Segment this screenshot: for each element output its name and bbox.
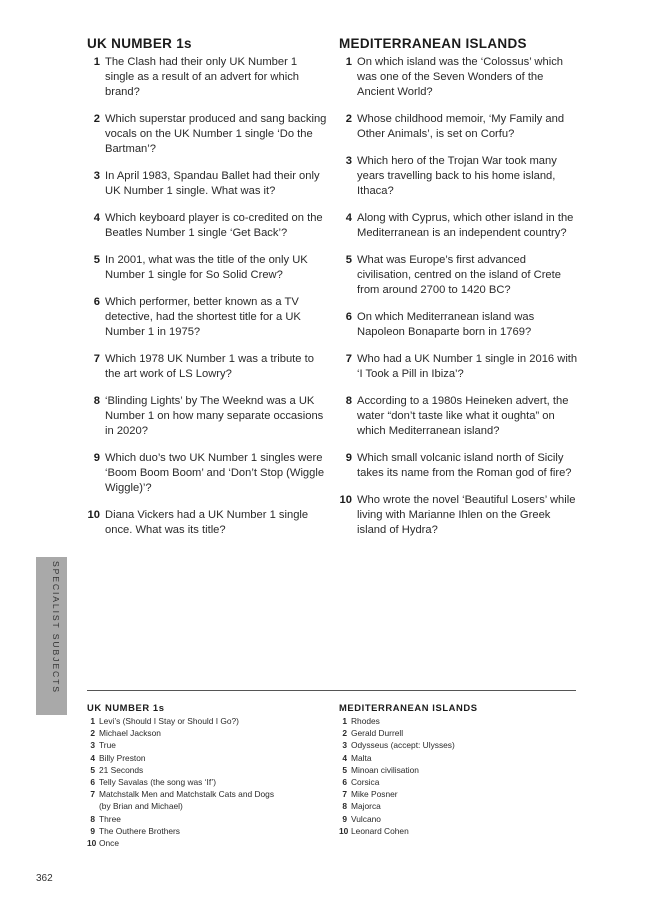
answer-item	[87, 715, 327, 727]
answer-item	[87, 739, 327, 751]
question-number: 9	[93, 452, 100, 464]
question-number: 2	[345, 113, 352, 125]
questions-uk-number-1s	[87, 36, 327, 550]
answer-item	[339, 800, 579, 812]
answer-number: 1	[90, 716, 95, 726]
question-text: Which 1978 UK Number 1 was a tribute to the art work of LS Lowry?	[105, 353, 314, 380]
answer-number: 6	[90, 777, 95, 788]
question-number: 1	[93, 56, 100, 68]
question-item	[87, 55, 327, 100]
question-item	[339, 352, 579, 382]
question-text: Along with Cyprus, which other island in the Mediterranean is an independent country?	[357, 212, 574, 239]
answer-item	[87, 752, 327, 764]
question-number: 5	[345, 254, 352, 266]
answer-item	[339, 752, 579, 764]
question-item	[339, 154, 579, 199]
answer-item	[339, 788, 579, 800]
question-number: 1	[345, 56, 352, 68]
question-text: Who had a UK Number 1 single in 2016 with ‘I Took a Pill in Ibiza’?	[357, 353, 578, 380]
side-tab-specialist-subjects	[36, 557, 67, 715]
question-text: Which keyboard player is co-credited on the Beatles Number 1 single ‘Get Back’?	[105, 212, 323, 239]
question-number: 6	[345, 311, 352, 323]
answer-item	[87, 788, 327, 812]
answer-text: Matchstalk Men and Matchstalk Cats and Dogs	[99, 789, 275, 800]
answer-text: Minoan civilisation	[351, 764, 419, 775]
answer-number: 10	[87, 838, 97, 849]
answer-number: 7	[90, 789, 95, 800]
answer-item	[87, 776, 327, 788]
answer-text: Levi’s (Should I Stay or Should I Go?)	[99, 716, 239, 726]
question-item	[339, 253, 579, 298]
question-number: 10	[87, 509, 100, 521]
question-item	[87, 352, 327, 382]
answer-text: Michael Jackson	[99, 728, 161, 739]
question-number: 8	[93, 395, 100, 407]
answers-title-mediterranean-islands: MEDITERRANEAN ISLANDS	[339, 702, 478, 713]
answer-item	[339, 825, 579, 837]
question-item	[87, 112, 327, 157]
answer-text: True	[99, 740, 116, 751]
answer-text: Rhodes	[351, 716, 380, 726]
answer-text: Leonard Cohen	[351, 825, 409, 836]
question-text: Which small volcanic island north of Sicily takes its name from the Roman god of fire?	[357, 452, 572, 479]
answer-text: Once	[99, 838, 120, 849]
question-text: The Clash had their only UK Number 1 single as a result of an advert for which brand?	[105, 56, 300, 98]
questions-mediterranean-islands	[339, 36, 579, 550]
question-text: What was Europe’s first advanced civilisation, centred on the island of Crete from around 2700 to 1420 BC?	[357, 254, 561, 296]
answer-item	[87, 837, 327, 849]
question-text: Which superstar produced and sang backing vocals on the UK Number 1 single ‘Do the Bartman’?	[105, 113, 327, 155]
question-item	[339, 493, 579, 538]
page-number: 362	[36, 873, 53, 884]
question-number: 8	[345, 395, 352, 407]
answer-number: 3	[342, 740, 347, 751]
answer-text: Corsica	[351, 777, 380, 788]
question-text: On which island was the ‘Colossus’ which was one of the Seven Wonders of the Ancient World?	[357, 56, 564, 98]
question-item	[339, 310, 579, 340]
question-number: 2	[93, 113, 100, 125]
question-number: 7	[345, 353, 352, 365]
section-title-uk-number-1s: UK NUMBER 1s	[87, 36, 192, 51]
answer-number: 5	[342, 764, 347, 775]
answer-text: Majorca	[351, 801, 381, 812]
answer-text: Gerald Durrell	[351, 728, 404, 739]
question-item	[339, 211, 579, 241]
question-number: 10	[339, 494, 352, 506]
question-text: In 2001, what was the title of the only UK Number 1 single for So Solid Crew?	[105, 254, 308, 281]
question-text: ‘Blinding Lights’ by The Weeknd was a UK Number 1 on how many separate occasions in 2020?	[105, 395, 324, 437]
answer-number: 3	[90, 740, 95, 751]
answers-title-uk-number-1s: UK NUMBER 1s	[87, 702, 165, 713]
question-number: 4	[93, 212, 100, 224]
question-text: Diana Vickers had a UK Number 1 single once. What was its title?	[105, 509, 309, 536]
question-item	[339, 451, 579, 481]
answer-number: 7	[342, 789, 347, 800]
answer-text: Three	[99, 813, 121, 824]
answer-item	[87, 727, 327, 739]
question-number: 7	[93, 353, 100, 365]
question-number: 3	[345, 155, 352, 167]
question-item	[87, 253, 327, 283]
answer-text: 21 Seconds	[99, 764, 144, 775]
question-text: On which Mediterranean island was Napoleon Bonaparte born in 1769?	[357, 311, 535, 338]
answer-number: 5	[90, 764, 95, 775]
question-text: In April 1983, Spandau Ballet had their only UK Number 1 single. What was it?	[105, 170, 320, 197]
question-text: Whose childhood memoir, ‘My Family and Other Animals’, is set on Corfu?	[357, 113, 565, 140]
answer-item	[87, 825, 327, 837]
answer-item	[87, 764, 327, 776]
question-item	[87, 169, 327, 199]
question-number: 3	[93, 170, 100, 182]
question-item	[339, 394, 579, 439]
question-item	[87, 451, 327, 496]
question-item	[339, 112, 579, 142]
question-item	[87, 394, 327, 439]
answer-item	[339, 776, 579, 788]
question-number: 9	[345, 452, 352, 464]
answer-text: The Outhere Brothers	[99, 825, 180, 836]
answer-subtext: (by Brian and Michael)	[99, 801, 183, 812]
answer-number: 1	[342, 716, 347, 726]
answer-item	[339, 715, 579, 727]
answer-text: Malta	[351, 752, 372, 763]
question-text: According to a 1980s Heineken advert, the water “don’t taste like what it oughta” on which Mediterranean island?	[357, 395, 569, 437]
answer-number: 2	[342, 728, 347, 739]
question-text: Who wrote the novel ‘Beautiful Losers’ while living with Marianne Ihlen on the Greek island of Hydra?	[357, 494, 576, 536]
question-item	[339, 55, 579, 100]
answer-text: Mike Posner	[351, 789, 398, 800]
answer-item	[339, 727, 579, 739]
section-title-mediterranean-islands: MEDITERRANEAN ISLANDS	[339, 36, 527, 51]
side-tab-label: SPECIALIST SUBJECTS	[51, 561, 61, 694]
question-number: 4	[345, 212, 352, 224]
answer-number: 6	[342, 777, 347, 788]
answer-item	[87, 813, 327, 825]
answer-item	[339, 813, 579, 825]
answer-number: 4	[342, 752, 347, 763]
question-text: Which performer, better known as a TV detective, had the shortest title for a UK Number 1 in 1975?	[105, 296, 301, 338]
answers-uk-number-1s	[87, 702, 327, 849]
answers-mediterranean-islands	[339, 702, 579, 837]
answer-number: 8	[342, 801, 347, 812]
question-item	[87, 295, 327, 340]
question-text: Which hero of the Trojan War took many years travelling back to his home island, Ithaca?	[357, 155, 557, 197]
question-item	[87, 211, 327, 241]
answer-text: Odysseus (accept: Ulysses)	[351, 740, 455, 751]
answer-text: Vulcano	[351, 813, 381, 824]
answer-number: 2	[90, 728, 95, 739]
question-number: 6	[93, 296, 100, 308]
question-text: Which duo’s two UK Number 1 singles were ‘Boom Boom Boom’ and ‘Don’t Stop (Wiggle Wiggle)’?	[105, 452, 325, 494]
answer-item	[339, 764, 579, 776]
answers-divider	[87, 690, 576, 691]
answer-number: 10	[339, 825, 349, 836]
answer-text: Billy Preston	[99, 752, 146, 763]
question-item	[87, 508, 327, 538]
answer-number: 9	[342, 813, 347, 824]
answer-text: Telly Savalas (the song was ‘If’)	[99, 777, 216, 788]
answer-number: 4	[90, 752, 95, 763]
answer-number: 9	[90, 825, 95, 836]
answer-number: 8	[90, 813, 95, 824]
answer-item	[339, 739, 579, 751]
question-number: 5	[93, 254, 100, 266]
